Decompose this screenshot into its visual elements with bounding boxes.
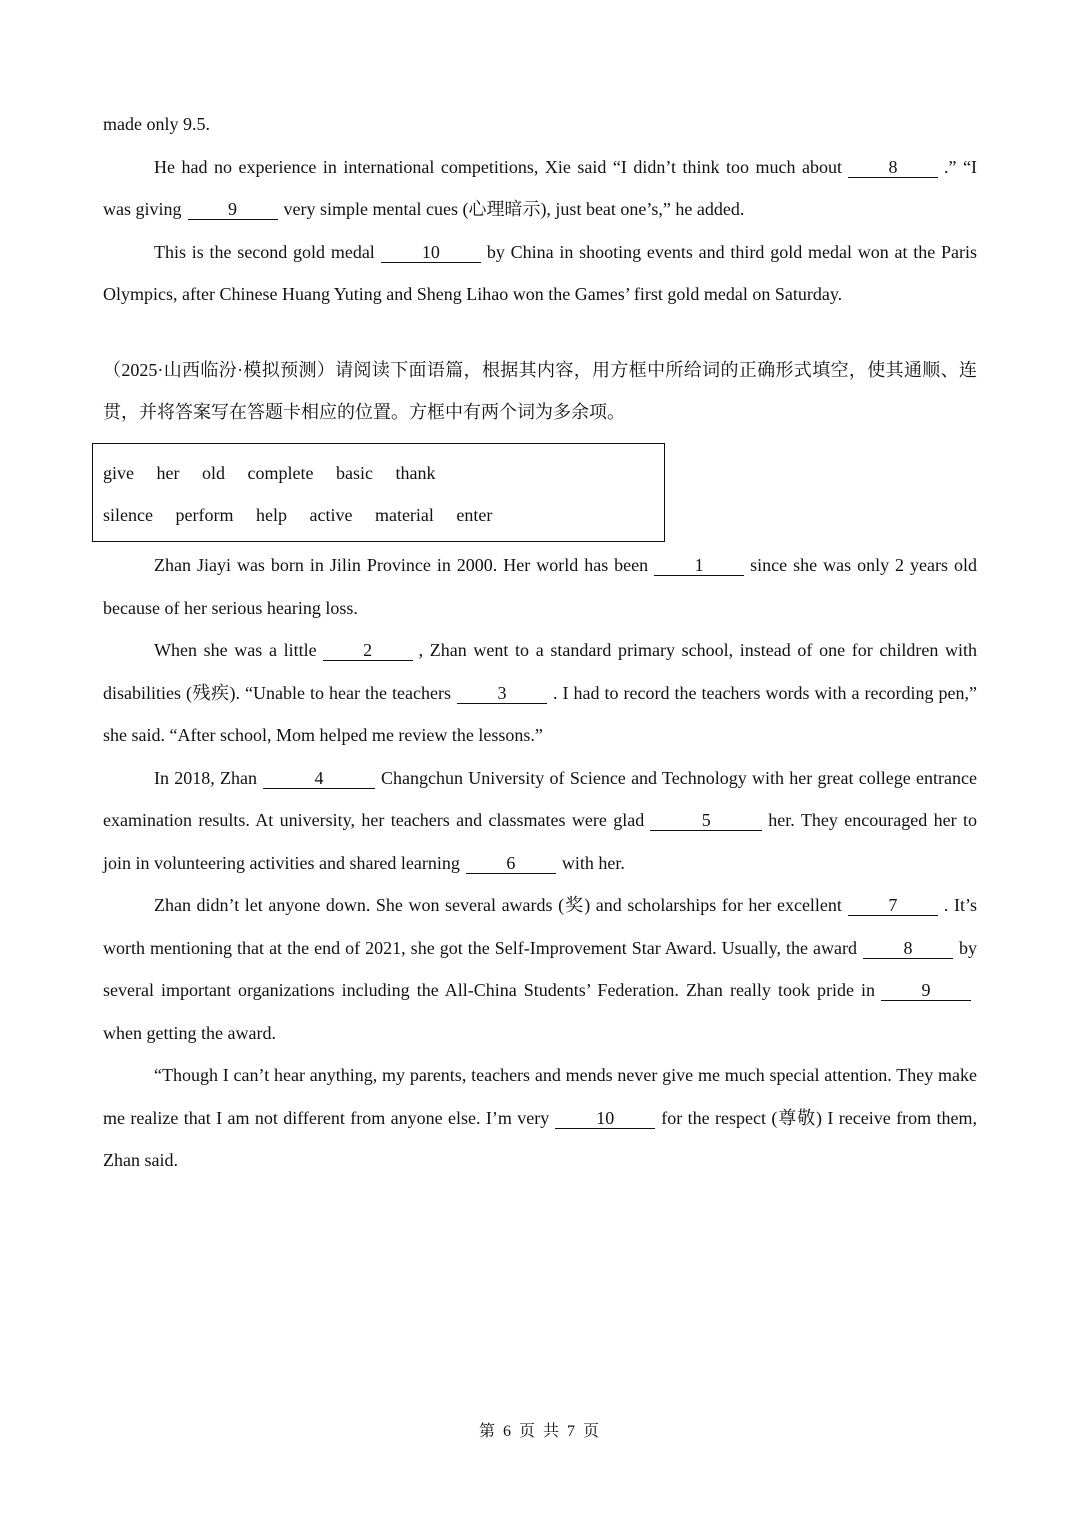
text: when getting the award. bbox=[103, 1022, 276, 1043]
paragraph bbox=[103, 884, 977, 1054]
word: complete bbox=[247, 463, 314, 483]
answer-blank[interactable]: 4 bbox=[263, 768, 375, 789]
text: .” bbox=[944, 156, 957, 177]
text: . I had to record the teachers words with a recording pen,” she said. “After school, Mom helped me review the lessons.” bbox=[103, 682, 977, 745]
passage-1 bbox=[103, 103, 977, 433]
text: with her. bbox=[561, 852, 625, 873]
answer-blank[interactable]: 6 bbox=[466, 853, 556, 874]
word-row bbox=[103, 494, 664, 536]
text: very simple mental cues (心理暗示), just beat one’s,” he added. bbox=[283, 199, 745, 219]
text: , Zhan went to a standard primary school, instead of one for children with disabilities (残疾). “Unable to hear the teachers bbox=[103, 640, 977, 703]
text: Zhan Jiayi was born in Jilin Province in 2000. Her world has been bbox=[154, 555, 649, 575]
word-box bbox=[92, 443, 665, 542]
paragraph bbox=[103, 1054, 977, 1182]
answer-blank[interactable]: 9 bbox=[188, 199, 278, 220]
instructions: （2025·山西临汾·模拟预测）请阅读下面语篇，根据其内容，用方框中所给词的正确形式填空，使其通顺、连贯，并将答案写在答题卡相应的位置。方框中有两个词为多余项。 bbox=[103, 359, 977, 422]
text: since she was only 2 years old because of her serious hearing loss. bbox=[103, 555, 977, 618]
word: perform bbox=[175, 505, 234, 525]
answer-blank[interactable]: 9 bbox=[881, 980, 971, 1001]
page-footer: 第 6 页 共 7 页 bbox=[478, 1423, 601, 1440]
word: old bbox=[201, 463, 225, 483]
word: her bbox=[156, 463, 180, 483]
paragraph bbox=[103, 629, 977, 757]
word: thank bbox=[395, 463, 436, 483]
text: for the respect (尊敬) I receive from them, Zhan said. bbox=[103, 1107, 977, 1170]
answer-blank[interactable]: 3 bbox=[457, 683, 547, 704]
answer-blank[interactable]: 7 bbox=[848, 895, 938, 916]
text: by several important organizations including the All-China Students’ Federation. Zhan really took pride in bbox=[103, 937, 977, 1000]
word: active bbox=[309, 505, 353, 525]
word: enter bbox=[456, 505, 493, 525]
answer-blank[interactable]: 10 bbox=[381, 242, 481, 263]
answer-blank[interactable]: 10 bbox=[555, 1108, 655, 1129]
text: her. They encouraged her to join in volunteering activities and shared learning bbox=[103, 810, 977, 873]
text: by China in shooting events and third gold medal won at the Paris Olympics, after Chinese Huang Yuting and Sheng Lihao won the Games’ first gold medal on Saturday. bbox=[103, 241, 978, 304]
answer-blank[interactable]: 5 bbox=[650, 810, 762, 831]
word: help bbox=[255, 505, 287, 525]
answer-blank[interactable]: 8 bbox=[848, 157, 938, 178]
text: “Though I can’t hear anything, my parents, teachers and mends never give me much special attention. They make me realize that I am not different from anyone else. I’m very bbox=[103, 1065, 977, 1128]
word-row bbox=[103, 452, 664, 494]
text: He had no experience in international competitions, Xie said “I didn’t think too much about bbox=[154, 156, 843, 177]
word: give bbox=[103, 463, 134, 483]
paragraph bbox=[103, 103, 977, 146]
word: silence bbox=[103, 505, 153, 525]
passage-2 bbox=[103, 544, 977, 1182]
text: When she was a little bbox=[154, 640, 317, 660]
text: made only 9.5. bbox=[103, 114, 210, 134]
text: Changchun University of Science and Technology with her great college entrance examination results. At university, her teachers and classmates were glad bbox=[103, 767, 977, 830]
answer-blank[interactable]: 8 bbox=[863, 938, 953, 959]
paragraph bbox=[103, 231, 977, 316]
text: . It’s worth mentioning that at the end of 2021, she got the Self-Improvement Star Award. Usually, the award bbox=[103, 895, 977, 958]
answer-blank[interactable]: 2 bbox=[323, 640, 413, 661]
answer-blank[interactable]: 1 bbox=[654, 555, 744, 576]
word: material bbox=[374, 505, 434, 525]
paragraph bbox=[103, 544, 977, 629]
text: In 2018, Zhan bbox=[154, 767, 258, 788]
text: Zhan didn’t let anyone down. She won several awards (奖) and scholarships for her excellent bbox=[154, 895, 842, 915]
paragraph bbox=[103, 146, 977, 231]
paragraph bbox=[103, 757, 977, 885]
text: This is the second gold medal bbox=[154, 241, 375, 262]
word: basic bbox=[335, 463, 373, 483]
text: “I was giving bbox=[103, 156, 978, 219]
